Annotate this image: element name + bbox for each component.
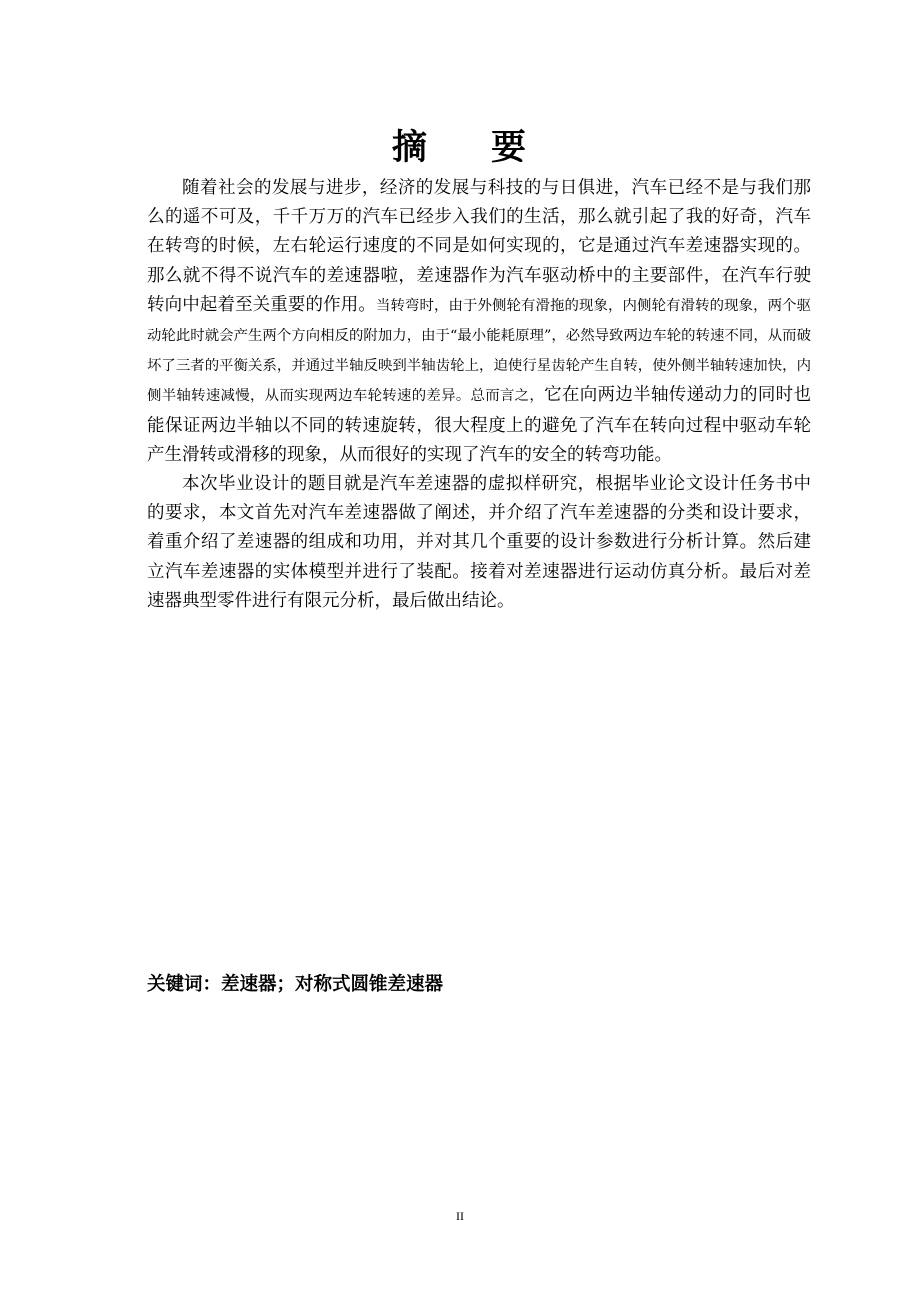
paragraph-1-segment-1: 随着社会的发展与进步，经济的发展与科技的与日俱进，汽车已经不是与我们那么的遥不可及，千千万万的汽车已经步入我们的生活，那么就引起了我的好奇，汽车在转弯的时候，左右轮运行速度的不同是如何实现的，它是通过汽车差速器实现的。那么就不得不说汽车的差速器啦，差速器作为汽车驱动桥中的主要部件，在汽车行驶转向中起着至关重要的作用。 <box>147 178 811 315</box>
keywords-line: 关键词：差速器；对称式圆锥差速器 <box>147 974 444 995</box>
abstract-paragraph-1 <box>147 174 811 470</box>
paragraph-1-segment-3: 它在向两边半轴传递动力的同时也能保证两边半轴以不同的转速旋转，很大程度上的避免了汽车在转向过程中驱动车轮产生滑转或滑移的现象，从而很好的实现了汽车的安全的转弯功能。 <box>147 385 811 465</box>
abstract-paragraph-2: 本次毕业设计的题目就是汽车差速器的虚拟样研究，根据毕业论文设计任务书中的要求，本文首先对汽车差速器做了阐述，并介绍了汽车差速器的分类和设计要求，着重介绍了差速器的组成和功用，并对其几个重要的设计参数进行分析计算。然后建立汽车差速器的实体模型并进行了装配。接着对差速器进行运动仿真分析。最后对差速器典型零件进行有限元分析，最后做出结论。 <box>147 474 811 611</box>
abstract-title-char1: 摘 <box>391 128 429 168</box>
abstract-body <box>147 174 811 616</box>
abstract-title-char2: 要 <box>491 128 529 168</box>
abstract-title <box>0 124 920 172</box>
page-number: II <box>456 1209 464 1223</box>
paragraph-1-segment-2: 当转弯时，由于外侧轮有滑拖的现象，内侧轮有滑转的现象，两个驱动轮此时就会产生两个方向相反的附加力，由于“最小能耗原理”，必然导致两边车轮的转速不同，从而破坏了三者的平衡关系，并通过半轴反映到半轴齿轮上，迫使行星齿轮产生自转，使外侧半轴转速加快，内侧半轴转速减慢，从而实现两边车轮转速的差异。总而言之， <box>147 297 811 405</box>
